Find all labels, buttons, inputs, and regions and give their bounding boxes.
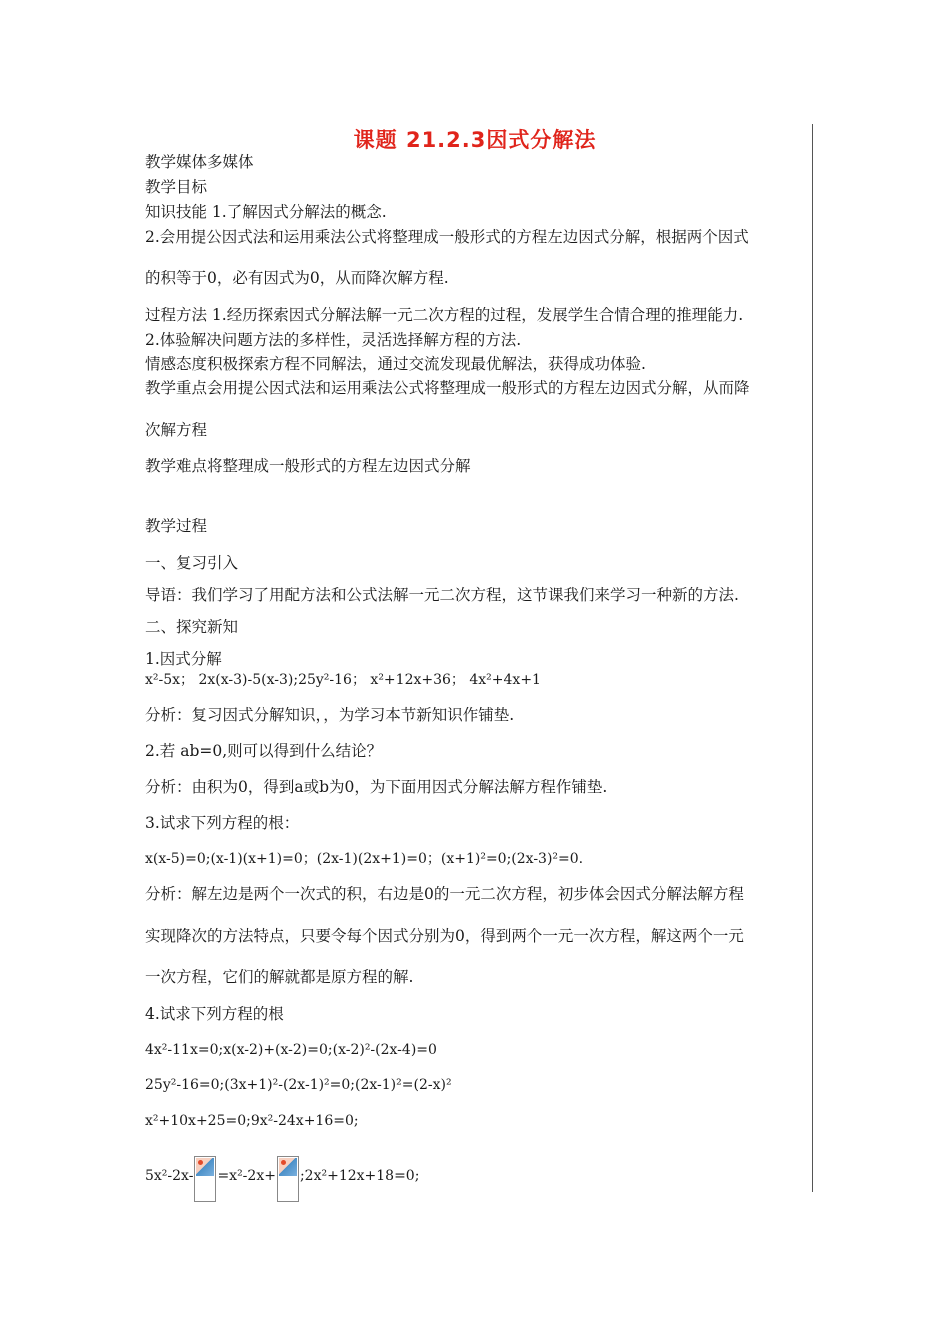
eq-4d-part1: 5x²-2x- xyxy=(145,1168,194,1184)
factor-expr-2: 2x(x-3)-5(x-3);25y²-16； xyxy=(198,672,366,688)
equations-4a: 4x²-11x=0;x(x-2)+(x-2)=0;(x-2)²-(2x-4)=0 xyxy=(145,1042,437,1058)
section-explore: 二、探究新知 xyxy=(145,618,239,636)
item-4: 4.试求下列方程的根 xyxy=(145,1005,284,1023)
equations-3: x(x-5)=0;(x-1)(x+1)=0；(2x-1)(2x+1)=0；(x+1)²=0;(2x-3)²=0. xyxy=(145,851,584,867)
lesson-title: 课题 21.2.3因式分解法 xyxy=(353,128,597,152)
emotion-attitude: 情感态度积极探索方程不同解法，通过交流发现最优解法，获得成功体验. xyxy=(145,355,646,373)
section-review: 一、复习引入 xyxy=(145,554,239,572)
analysis-2: 分析：由积为0，得到a或b为0，为下面用因式分解法解方程作铺垫. xyxy=(145,778,608,796)
teaching-process-heading: 教学过程 xyxy=(145,517,208,535)
item-2: 2.若 ab=0,则可以得到什么结论？ xyxy=(145,742,383,760)
teaching-media: 教学媒体多媒体 xyxy=(145,153,254,171)
objective-2-line2: 的积等于0，必有因式为0，从而降次解方程. xyxy=(145,269,449,287)
factor-expr-3: x²+12x+36； xyxy=(370,672,465,688)
factor-expressions xyxy=(145,670,541,690)
margin-rule xyxy=(812,124,813,1192)
item-3: 3.试求下列方程的根： xyxy=(145,814,300,832)
analysis-3-line3: 一次方程，它们的解就都是原方程的解. xyxy=(145,968,414,986)
process-method-2: 2.体验解决问题方法的多样性，灵活选择解方程的方法. xyxy=(145,331,522,349)
difficulty: 教学难点将整理成一般形式的方程左边因式分解 xyxy=(145,457,471,475)
analysis-3-line2: 实现降次的方法特点，只要令每个因式分别为0，得到两个一元一次方程，解这两个一元 xyxy=(145,927,744,945)
eq-4d-part3: ;2x²+12x+18=0; xyxy=(299,1168,420,1184)
knowledge-skills: 知识技能 1.了解因式分解法的概念. xyxy=(145,203,387,221)
intro-text: 导语：我们学习了用配方法和公式法解一元二次方程，这节课我们来学习一种新的方法. xyxy=(145,586,739,604)
objective-2-line1: 2.会用提公因式法和运用乘法公式将整理成一般形式的方程左边因式分解，根据两个因式 xyxy=(145,228,749,246)
key-point-line1: 教学重点会用提公因式法和运用乘法公式将整理成一般形式的方程左边因式分解，从而降 xyxy=(145,379,750,397)
broken-image-icon xyxy=(277,1156,299,1202)
analysis-1: 分析：复习因式分解知识，，为学习本节新知识作铺垫. xyxy=(145,706,515,724)
equations-4d xyxy=(145,1156,419,1202)
factor-expr-1: x²-5x； xyxy=(145,672,195,688)
eq-4d-part2: =x²-2x+ xyxy=(217,1168,276,1184)
analysis-3-line1: 分析：解左边是两个一次式的积，右边是0的一元二次方程，初步体会因式分解法解方程 xyxy=(145,885,744,903)
equations-4b: 25y²-16=0;(3x+1)²-(2x-1)²=0;(2x-1)²=(2-x)² xyxy=(145,1077,452,1093)
process-method: 过程方法 1.经历探索因式分解法解一元二次方程的过程，发展学生合情合理的推理能力. xyxy=(145,306,744,324)
teaching-objectives-heading: 教学目标 xyxy=(145,178,208,196)
key-point-line2: 次解方程 xyxy=(145,421,208,439)
factor-expr-4: 4x²+4x+1 xyxy=(469,672,541,688)
equations-4c: x²+10x+25=0;9x²-24x+16=0; xyxy=(145,1113,359,1129)
broken-image-icon xyxy=(194,1156,216,1202)
item-1-heading: 1.因式分解 xyxy=(145,650,222,668)
